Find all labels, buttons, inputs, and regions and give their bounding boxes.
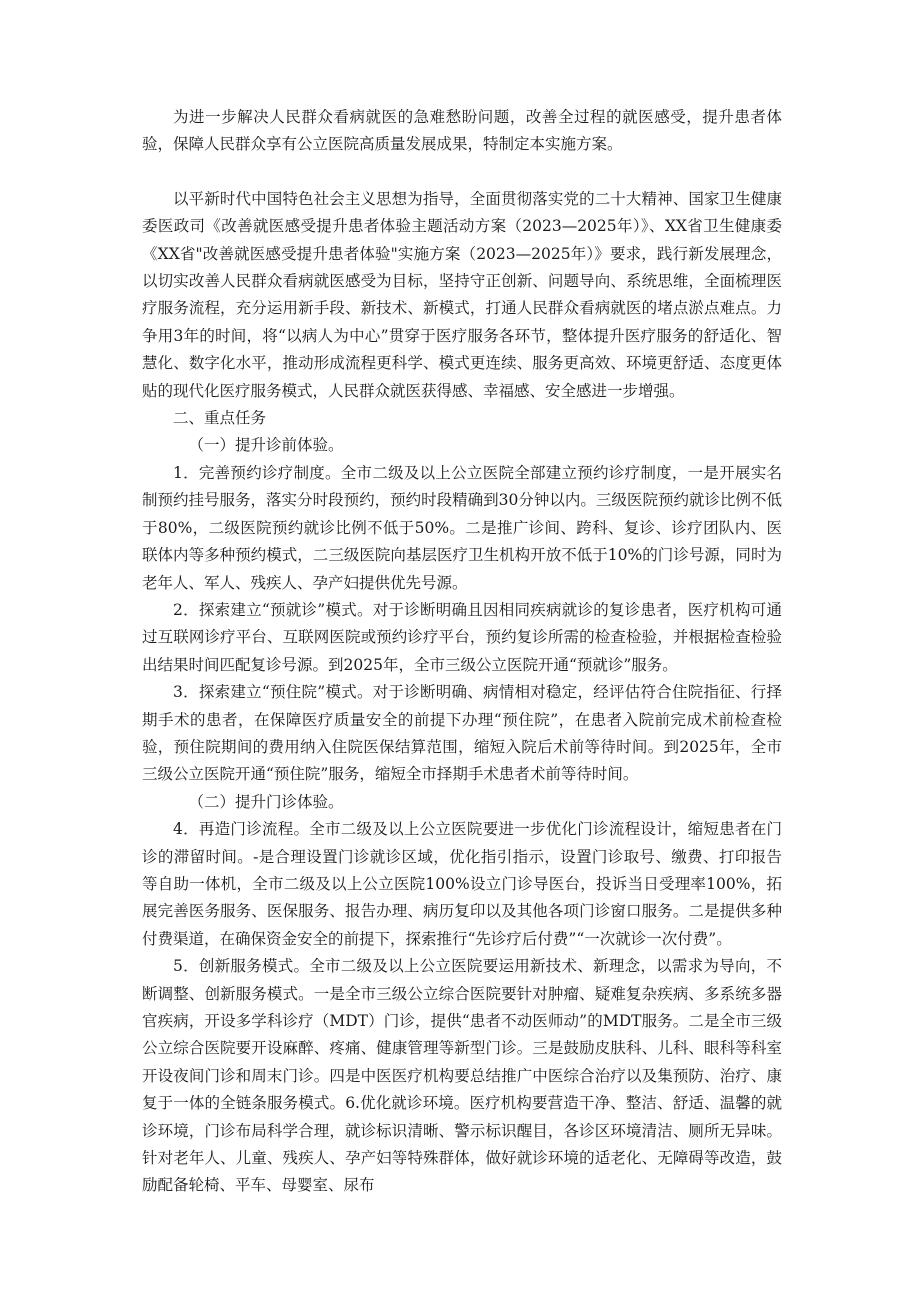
document-body	[142, 104, 782, 1200]
task-paragraph-4: 4．再造门诊流程。全市二级及以上公立医院要进一步优化门诊流程设计，缩短患者在门诊的滞留时间。-是合理设置门诊就诊区域，优化指引指示，设置门诊取号、缴费、打印报告等自助一体机，全市二级及以上公立医院100%设立门诊导医台，投诉当日受理率100%，拓展完善医务服务、医保服务、报告办理、病历复印以及其他各项门诊窗口服务。二是提供多种付费渠道，在确保资金安全的前提下，探索推行“先诊疗后付费”“一次就诊一次付费”。	[142, 820, 782, 948]
subsection-heading-pre-visit: （一）提升诊前体验。	[188, 436, 344, 455]
task-paragraph-3: 3．探索建立“预住院”模式。对于诊断明确、病情相对稳定，经评估符合住院指征、行择期手术的患者，在保障医疗质量安全的前提下办理“预住院”，在患者入院前完成术前检查检验，预住院期间的费用纳入住院医保结算范围，缩短入院后术前等待时间。到2025年，全市三级公立医院开通“预住院”服务，缩短全市择期手术患者术前等待时间。	[142, 683, 782, 784]
subsection-heading-outpatient: （二）提升门诊体验。	[188, 792, 344, 811]
task-paragraph-1: 1．完善预约诊疗制度。全市二级及以上公立医院全部建立预约诊疗制度，一是开展实名制预约挂号服务，落实分时段预约，预约时段精确到30分钟以内。三级医院预约就诊比例不低于80%，二级医院预约就诊比例不低于50%。二是推广诊间、跨科、复诊、诊疗团队内、医联体内等多种预约模式，二三级医院向基层医疗卫生机构开放不低于10%的门诊号源，同时为老年人、军人、残疾人、孕产妇提供优先号源。	[142, 463, 782, 592]
section-heading-key-tasks: 二、重点任务	[173, 409, 267, 428]
guiding-ideology-paragraph: 以平新时代中国特色社会主义思想为指导，全面贯彻落实党的二十大精神、国家卫生健康委医政司《改善就医感受提升患者体验主题活动方案（2023—2025年）》、XX省卫生健康委《XX省"改善就医感受提升患者体验"实施方案（2023—2025年）》要求，践行新发展理念，以切实改善人民群众看病就医感受为目标，坚持守正创新、问题导向、系统思维，全面梳理医疗服务流程，充分运用新手段、新技术、新模式，打通人民群众看病就医的堵点淤点难点。力争用3年的时间，将“以病人为中心”贯穿于医疗服务各环节，整体提升医疗服务的舒适化、智慧化、数字化水平，推动形成流程更科学、模式更连续、服务更高效、环境更舒适、态度更体贴的现代化医疗服务模式，人民群众就医获得感、幸福感、安全感进一步增强。	[142, 189, 782, 400]
intro-paragraph: 为进一步解决人民群众看病就医的急难愁盼问题，改善全过程的就医感受，提升患者体验，保障人民群众享有公立医院高质量发展成果，特制定本实施方案。	[142, 108, 782, 154]
task-paragraph-2: 2．探索建立“预就诊”模式。对于诊断明确且因相同疾病就诊的复诊患者，医疗机构可通过互联网诊疗平台、互联网医院或预约诊疗平台，预约复诊所需的检查检验，并根据检查检验出结果时间匹配复诊号源。到2025年，全市三级公立医院开通“预就诊”服务。	[142, 600, 782, 674]
task-paragraph-5: 5．创新服务模式。全市二级及以上公立医院要运用新技术、新理念，以需求为导向，不断调整、创新服务模式。一是全市三级公立综合医院要针对肿瘤、疑难复杂疾病、多系统多器官疾病，开设多学科诊疗（MDT）门诊，提供“患者不动医师动”的MDT服务。二是全市三级公立综合医院要开设麻醉、疼痛、健康管理等新型门诊。三是鼓励皮肤科、儿科、眼科等科室开设夜间门诊和周末门诊。四是中医医疗机构要总结推广中医综合治疗以及集预防、治疗、康复于一体的全链条服务模式。6.优化就诊环境。医疗机构要营造干净、整洁、舒适、温馨的就诊环境，门诊布局科学合理，就诊标识清晰、警示标识醒目，各诊区环境清洁、厕所无异味。针对老年人、儿童、残疾人、孕产妇等特殊群体，做好就诊环境的适老化、无障碍等改造，鼓励配备轮椅、平车、母婴室、尿布	[142, 957, 782, 1195]
